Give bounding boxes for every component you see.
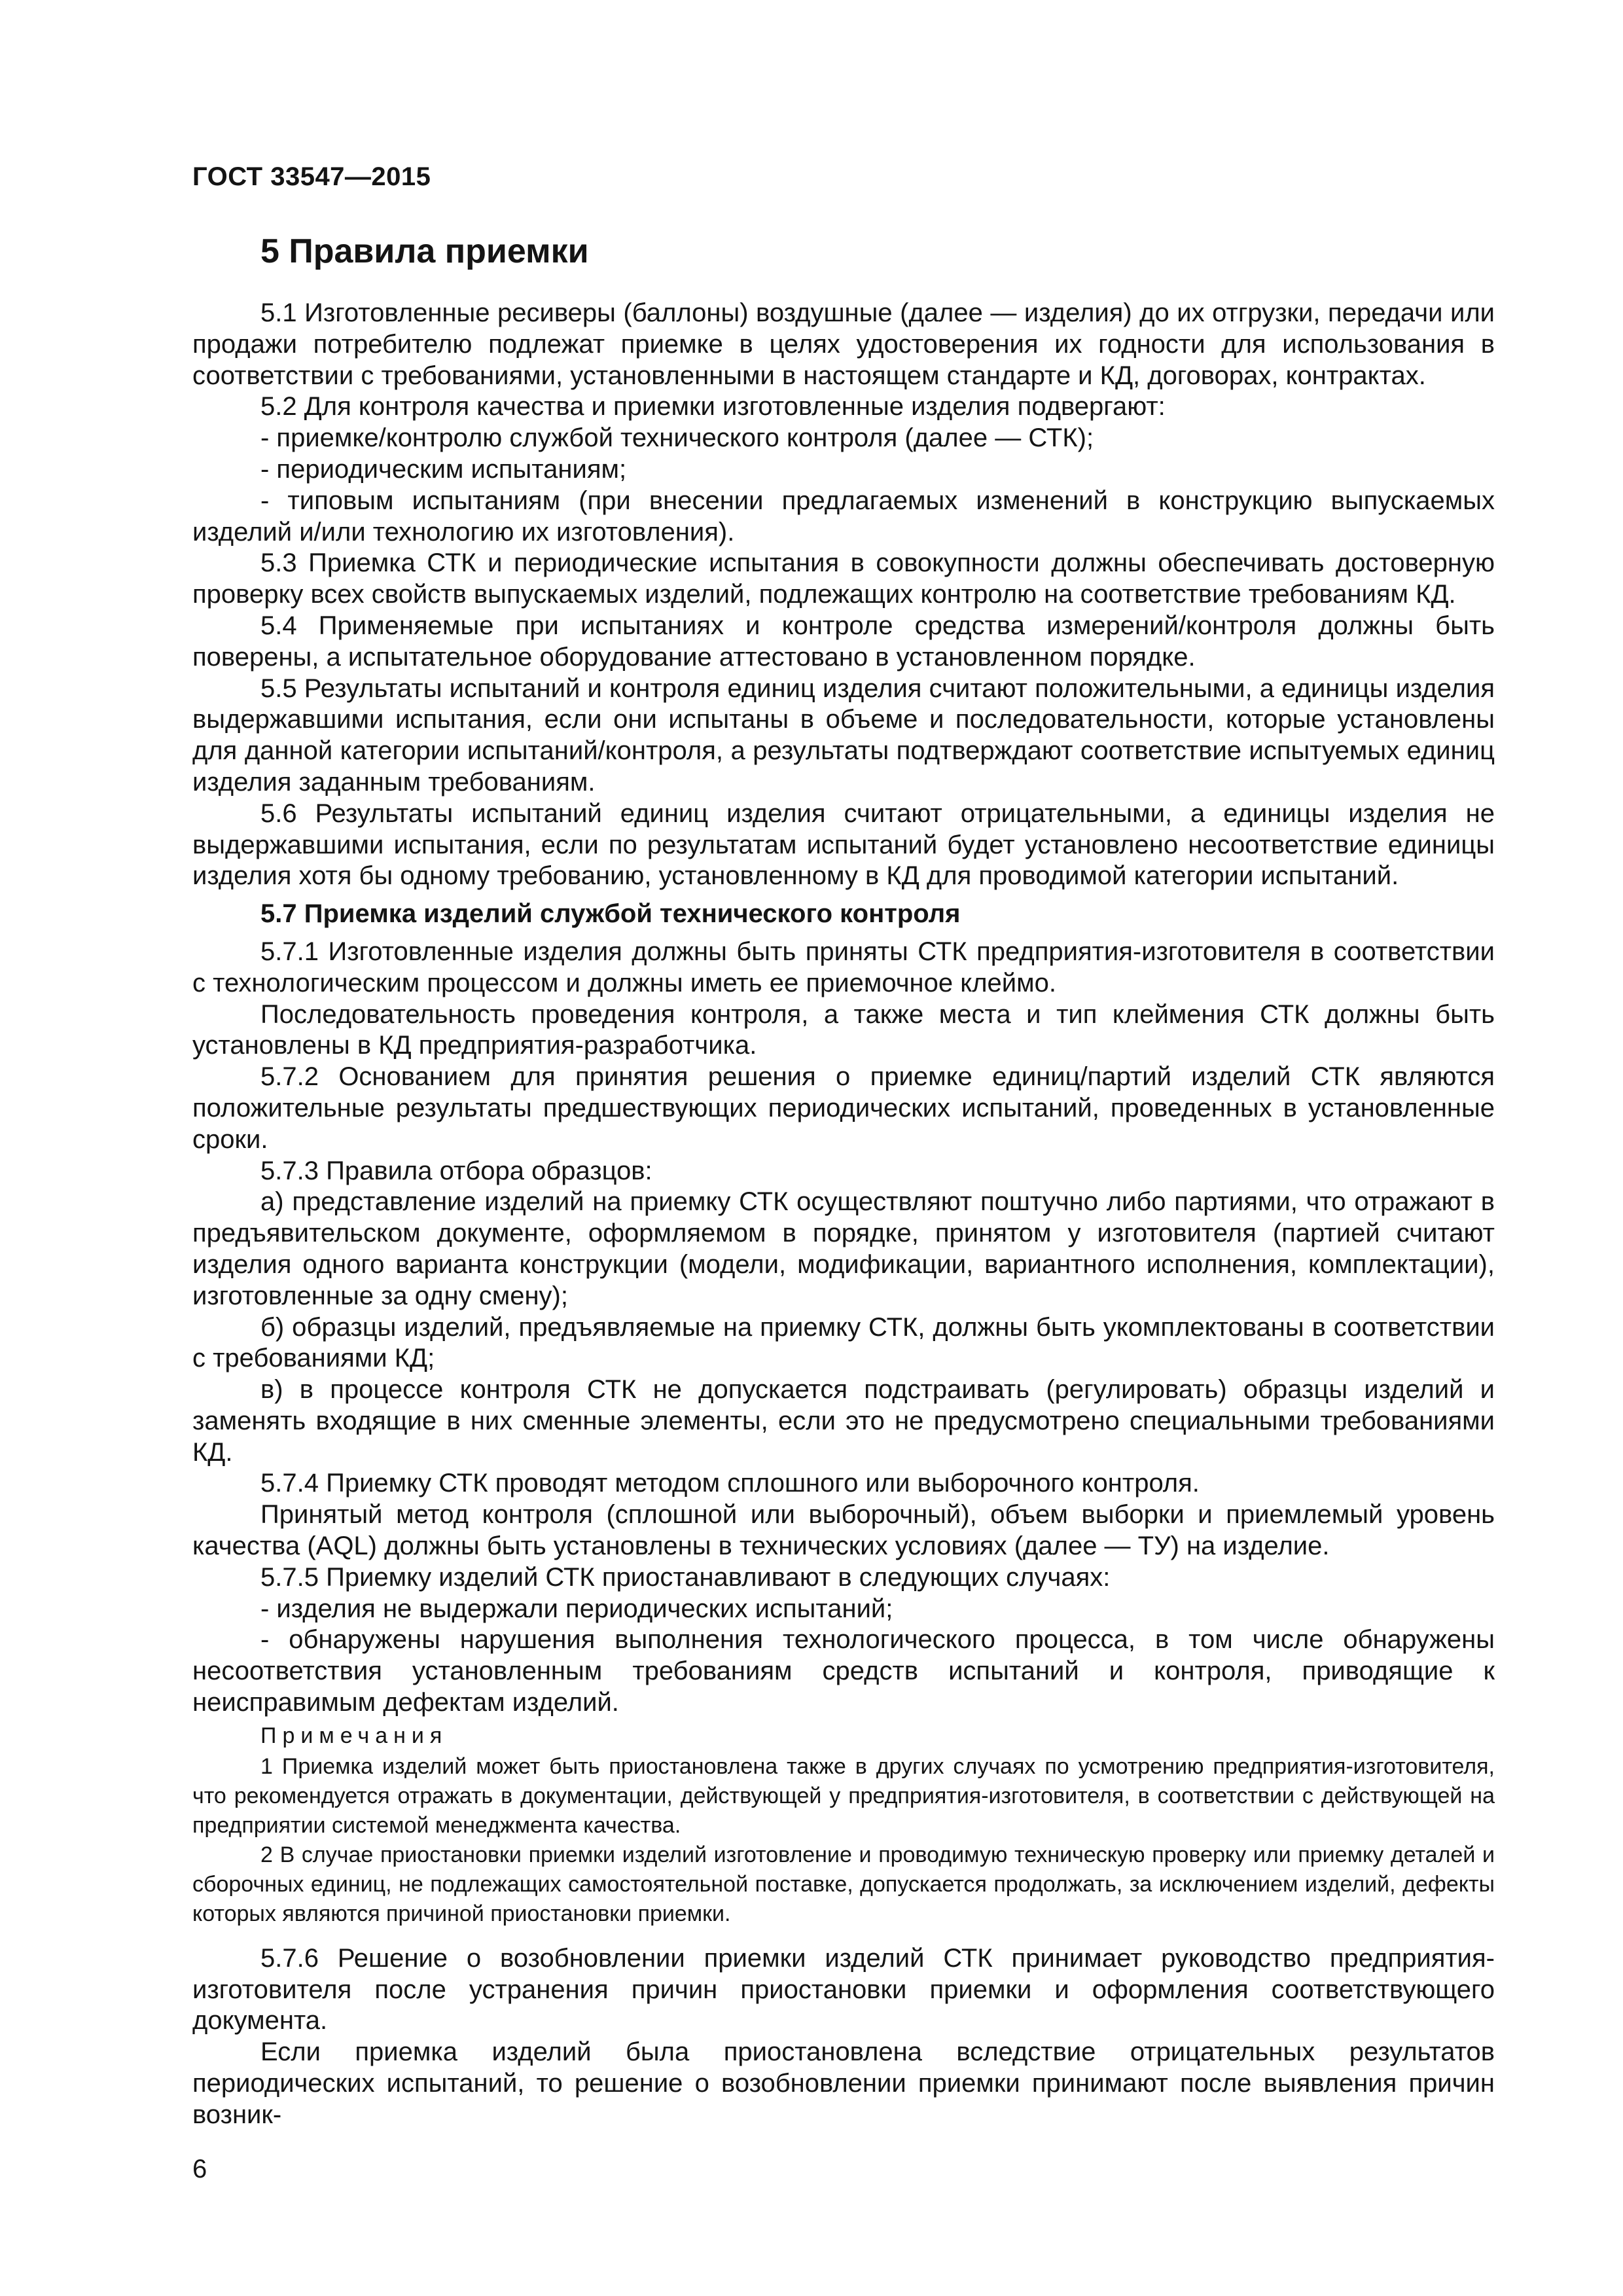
paragraph-5-7-1: 5.7.1 Изготовленные изделия должны быть приняты СТК предприятия-изготовителя в соответствии с технологическим процессом и должны иметь ее приемочное клеймо. (192, 937, 1495, 997)
paragraph-5-6: 5.6 Результаты испытаний единиц изделия считают отрицательными, а единицы изделия не выдержавшими испытания, если по результатам испытаний будет установлено несоответствие единицы изделия хотя бы одному требованию, установленному в КД для проводимой категории испытаний. (192, 798, 1495, 891)
section-title: 5 Правила приемки (260, 232, 589, 270)
document-code: ГОСТ 33547—2015 (192, 162, 431, 191)
paragraph-5-7-6: 5.7.6 Решение о возобновлении приемки изделий СТК принимает руководство предприятия-изготовителя после устранения причин приостановки приемки и оформления соответствующего документа. (192, 1943, 1495, 2036)
subsection-title-5-7: 5.7 Приемка изделий службой технического контроля (260, 899, 961, 929)
list-item-failed-tests: - изделия не выдержали периодических испытаний; (260, 1594, 893, 1623)
paragraph-sequence: Последовательность проведения контроля, а также места и тип клеймения СТК должны быть установлены в КД предприятия-разработчика. (192, 999, 1495, 1060)
list-item-type-tests: - типовым испытаниям (при внесении предлагаемых изменений в конструкцию выпускаемых изделий и/или технологию их изготовления). (192, 486, 1495, 547)
paragraph-control-method: Принятый метод контроля (сплошной или выборочный), объем выборки и приемлемый уровень качества (AQL) должны быть установлены в технических условиях (далее — ТУ) на изделие. (192, 1500, 1495, 1561)
list-item-v: в) в процессе контроля СТК не допускается подстраивать (регулировать) образцы изделий и заменять входящие в них сменные элементы, если это не предусмотрено специальными требованиями КД. (192, 1375, 1495, 1467)
paragraph-5-3: 5.3 Приемка СТК и периодические испытания в совокупности должны обеспечивать достоверную проверку всех свойств выпускаемых изделий, подлежащих контролю на соответствие требованиям КД. (192, 548, 1495, 609)
paragraph-5-2: 5.2 Для контроля качества и приемки изготовленные изделия подвергают: (260, 392, 1166, 422)
notes-block (192, 1721, 1495, 1929)
list-item-violations: - обнаружены нарушения выполнения технологического процесса, в том числе обнаружены несоответствия установленным требованиям средств испытаний и контроля, приводящие к неисправимым дефектам изделий. (192, 1625, 1495, 1717)
list-item-stk: - приемке/контролю службой технического контроля (далее — СТК); (260, 423, 1094, 453)
paragraph-5-7-4: 5.7.4 Приемку СТК проводят методом сплошного или выборочного контроля. (260, 1469, 1200, 1498)
document-body (192, 298, 1495, 2131)
paragraph-5-4: 5.4 Применяемые при испытаниях и контроле средства измерений/контроля должны быть поверены, а испытательное оборудование аттестовано в установленном порядке. (192, 611, 1495, 672)
paragraph-5-1: 5.1 Изготовленные ресиверы (баллоны) воздушные (далее — изделия) до их отгрузки, передачи или продажи потребителю подлежат приемке в целях удостоверения их годности для использования в соответствии с требованиями, установленными в настоящем стандарте и КД, договорах, контрактах. (192, 298, 1495, 390)
note-2: 2 В случае приостановки приемки изделий изготовление и проводимую техническую проверку или приемку деталей и сборочных единиц, не подлежащих самостоятельной поставке, допускается продолжать, за исключением изделий, дефекты которых являются причиной приостановки приемки. (192, 1842, 1495, 1926)
paragraph-5-7-5: 5.7.5 Приемку изделий СТК приостанавливают в следующих случаях: (260, 1562, 1111, 1592)
paragraph-resumption: Если приемка изделий была приостановлена вследствие отрицательных результатов периодических испытаний, то решение о возобновлении приемки принимают после выявления причин возник- (192, 2037, 1495, 2129)
list-item-a: а) представление изделий на приемку СТК осуществляют поштучно либо партиями, что отражают в предъявительском документе, оформляемом в порядке, принятом у изготовителя (партией считают изделия одного варианта конструкции (модели, модификации, вариантного исполнения, комплектации), изготовленные за одну смену); (192, 1187, 1495, 1310)
page-number: 6 (192, 2155, 207, 2183)
list-item-periodic: - периодическим испытаниям; (260, 454, 627, 484)
list-item-b: б) образцы изделий, предъявляемые на приемку СТК, должны быть укомплектованы в соответствии с требованиями КД; (192, 1312, 1495, 1373)
paragraph-5-5: 5.5 Результаты испытаний и контроля единиц изделия считают положительными, а единицы изделия выдержавшими испытания, если они испытаны в объеме и последовательности, которые установлены для данной категории испытаний/контроля, а результаты подтверждают соответствие испытуемых единиц изделия заданным требованиям. (192, 673, 1495, 797)
notes-title: Примечания (260, 1723, 448, 1748)
paragraph-5-7-2: 5.7.2 Основанием для принятия решения о приемке единиц/партий изделий СТК являются положительные результаты предшествующих периодических испытаний, проведенных в установленные сроки. (192, 1062, 1495, 1154)
note-1: 1 Приемка изделий может быть приостановлена также в других случаях по усмотрению предприятия-изготовителя, что рекомендуется отражать в документации, действующей у предприятия-изготовителя, в соответствии с действующей на предприятии системой менеджмента качества. (192, 1753, 1495, 1838)
paragraph-5-7-3: 5.7.3 Правила отбора образцов: (260, 1156, 652, 1185)
